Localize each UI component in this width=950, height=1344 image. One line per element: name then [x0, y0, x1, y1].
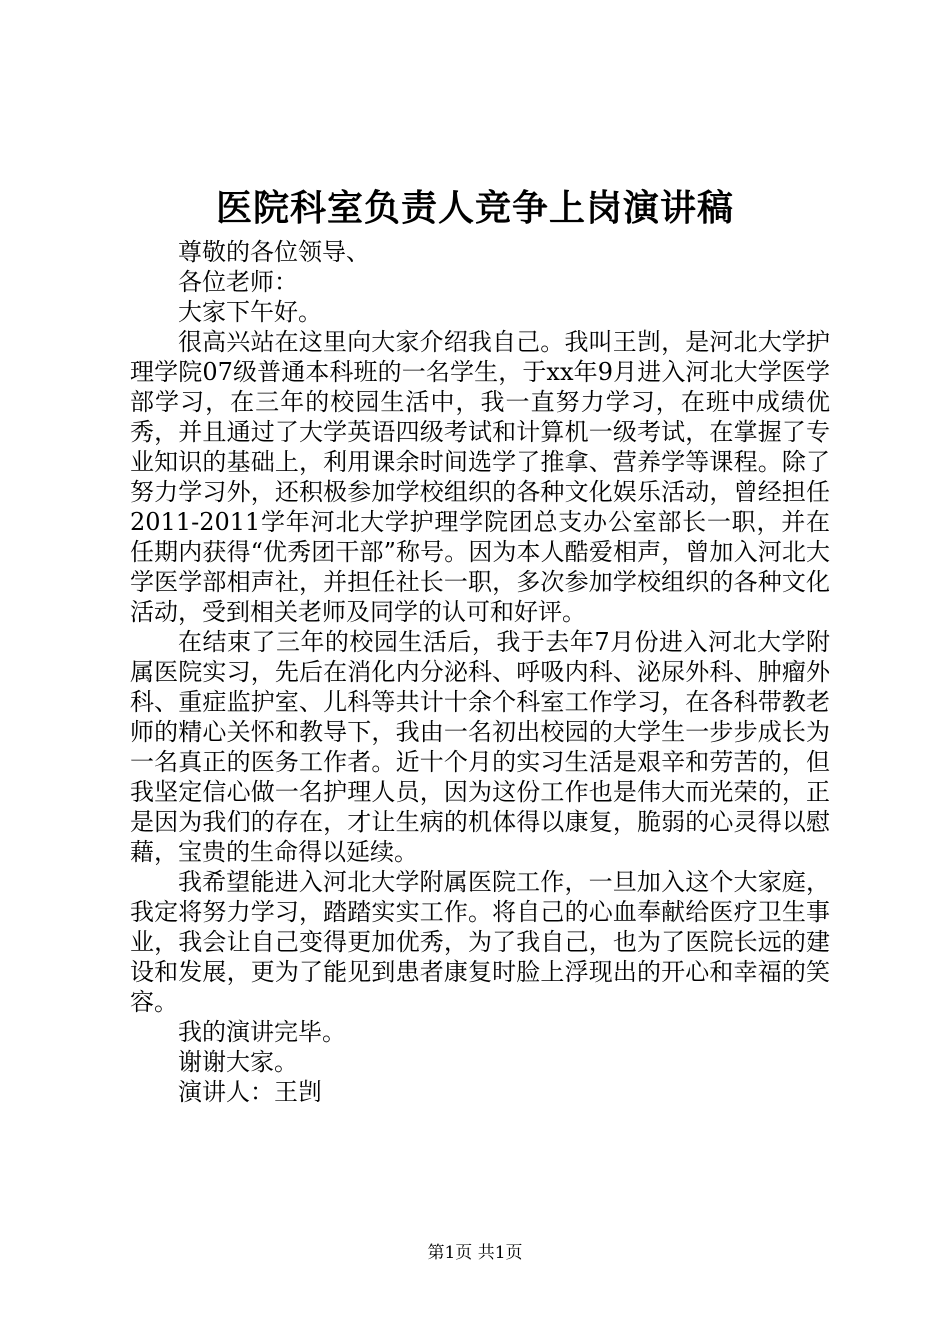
salutation-line: 各位老师：: [178, 268, 298, 296]
speaker-line: 演讲人：王剀: [178, 1078, 322, 1106]
document-title: 医院科室负责人竞争上岗演讲稿: [215, 187, 734, 229]
body-paragraph: 很高兴站在这里向大家介绍我自己。我叫王剀，是河北大学护理学院07级普通本科班的一名学生，于xx年9月进入河北大学医学部学习，在三年的校园生活中，我一直努力学习，在班中成绩优秀，并且通过了大学英语四级考试和计算机一级考试，在掌握了专业知识的基础上，利用课余时间选学了推拿、营养学等课程。除了努力学习外，还积极参加学校组织的各种文化娱乐活动，曾经担任2011-2011学年河北大学护理学院团总支办公室部长一职，并在任期内获得“优秀团干部”称号。因为本人酷爱相声，曾加入河北大学医学部相声社，并担任社长一职，多次参加学校组织的各种文化活动，受到相关老师及同学的认可和好评。: [130, 328, 830, 626]
salutation-line: 尊敬的各位领导、: [178, 238, 370, 266]
greeting-line: 大家下午好。: [178, 298, 322, 326]
body-paragraph: 在结束了三年的校园生活后，我于去年7月份进入河北大学附属医院实习，先后在消化内分泌科、呼吸内科、泌尿外科、肿瘤外科、重症监护室、儿科等共计十余个科室工作学习，在各科带教老师的精心关怀和教导下，我由一名初出校园的大学生一步步成长为一名真正的医务工作者。近十个月的实习生活是艰辛和劳苦的，但我坚定信心做一名护理人员，因为这份工作也是伟大而光荣的，正是因为我们的存在，才让生病的机体得以康复，脆弱的心灵得以慰藉，宝贵的生命得以延续。: [130, 628, 830, 866]
closing-line: 我的演讲完毕。: [178, 1018, 346, 1046]
document-body: [130, 237, 830, 1107]
page-number-footer: 第1页 共1页: [427, 1243, 523, 1263]
body-paragraph: 我希望能进入河北大学附属医院工作，一旦加入这个大家庭，我定将努力学习，踏踏实实工作。将自己的心血奉献给医疗卫生事业，我会让自己变得更加优秀，为了我自己，也为了医院长远的建设和发展，更为了能见到患者康复时脸上浮现出的开心和幸福的笑容。: [130, 868, 830, 1016]
closing-line: 谢谢大家。: [178, 1048, 298, 1076]
